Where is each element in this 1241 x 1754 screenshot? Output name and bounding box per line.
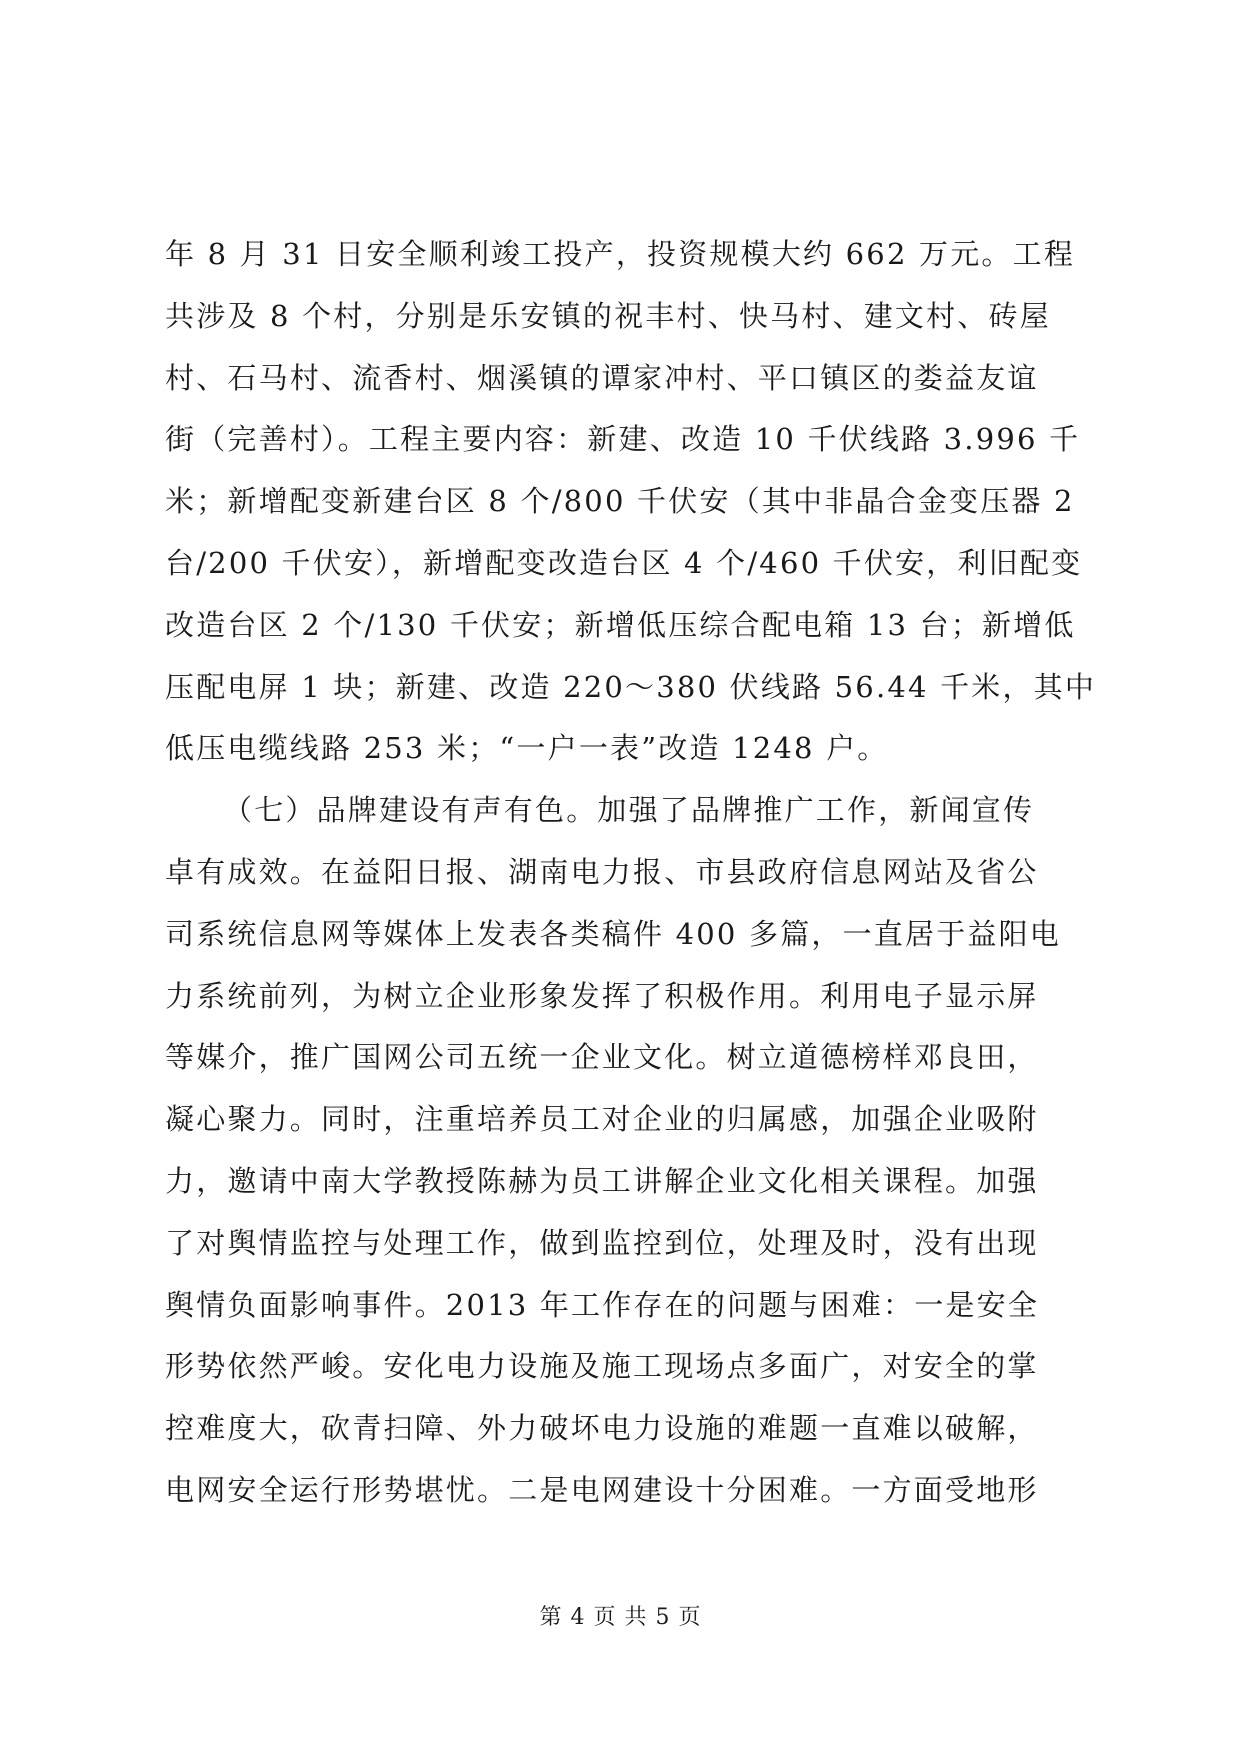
- text-line: 米；新增配变新建台区 8 个/800 千伏安（其中非晶合金变压器 2: [165, 484, 1075, 519]
- text-line: 形势依然严峻。安化电力设施及施工现场点多面广，对安全的掌: [165, 1349, 1039, 1384]
- text-line: 改造台区 2 个/130 千伏安；新增低压综合配电箱 13 台；新增低: [165, 607, 1076, 642]
- text-line: 低压电缆线路 253 米；“一户一表”改造 1248 户。: [165, 731, 889, 766]
- text-line: 力系统前列，为树立企业形象发挥了积极作用。利用电子显示屏: [165, 978, 1039, 1013]
- text-line: 台/200 千伏安），新增配变改造台区 4 个/460 千伏安，利旧配变: [165, 545, 1083, 580]
- text-line: 了对舆情监控与处理工作，做到监控到位，处理及时，没有出现: [165, 1225, 1039, 1260]
- text-line: 卓有成效。在益阳日报、湖南电力报、市县政府信息网站及省公: [165, 854, 1039, 889]
- text-line: 凝心聚力。同时，注重培养员工对企业的归属感，加强企业吸附: [165, 1102, 1039, 1137]
- text-line: 力，邀请中南大学教授陈赫为员工讲解企业文化相关课程。加强: [165, 1163, 1039, 1198]
- body-text: [165, 224, 1097, 1522]
- text-line: 电网安全运行形势堪忧。二是电网建设十分困难。一方面受地形: [165, 1472, 1039, 1507]
- text-line: 年 8 月 31 日安全顺利竣工投产，投资规模大约 662 万元。工程: [165, 237, 1076, 271]
- text-line: 司系统信息网等媒体上发表各类稿件 400 多篇，一直居于益阳电: [165, 916, 1061, 951]
- text-line: 村、石马村、流香村、烟溪镇的谭家冲村、平口镇区的娄益友谊: [165, 360, 1039, 395]
- text-line: 控难度大，砍青扫障、外力破坏电力设施的难题一直难以破解，: [165, 1411, 1039, 1446]
- text-line: 压配电屏 1 块；新建、改造 220～380 伏线路 56.44 千米，其中: [165, 669, 1097, 704]
- paragraph-start-line: （七）品牌建设有声有色。加强了品牌推广工作，新闻宣传: [223, 793, 1035, 828]
- page-footer: 第 4 页 共 5 页: [539, 1605, 702, 1630]
- text-line: 等媒介，推广国网公司五统一企业文化。树立道德榜样邓良田，: [165, 1040, 1039, 1075]
- text-line: 街（完善村）。工程主要内容：新建、改造 10 千伏线路 3.996 千: [165, 422, 1081, 457]
- text-line: 舆情负面影响事件。2013 年工作存在的问题与困难：一是安全: [165, 1287, 1040, 1322]
- text-line: 共涉及 8 个村，分别是乐安镇的祝丰村、快马村、建文村、砖屋: [165, 298, 1051, 333]
